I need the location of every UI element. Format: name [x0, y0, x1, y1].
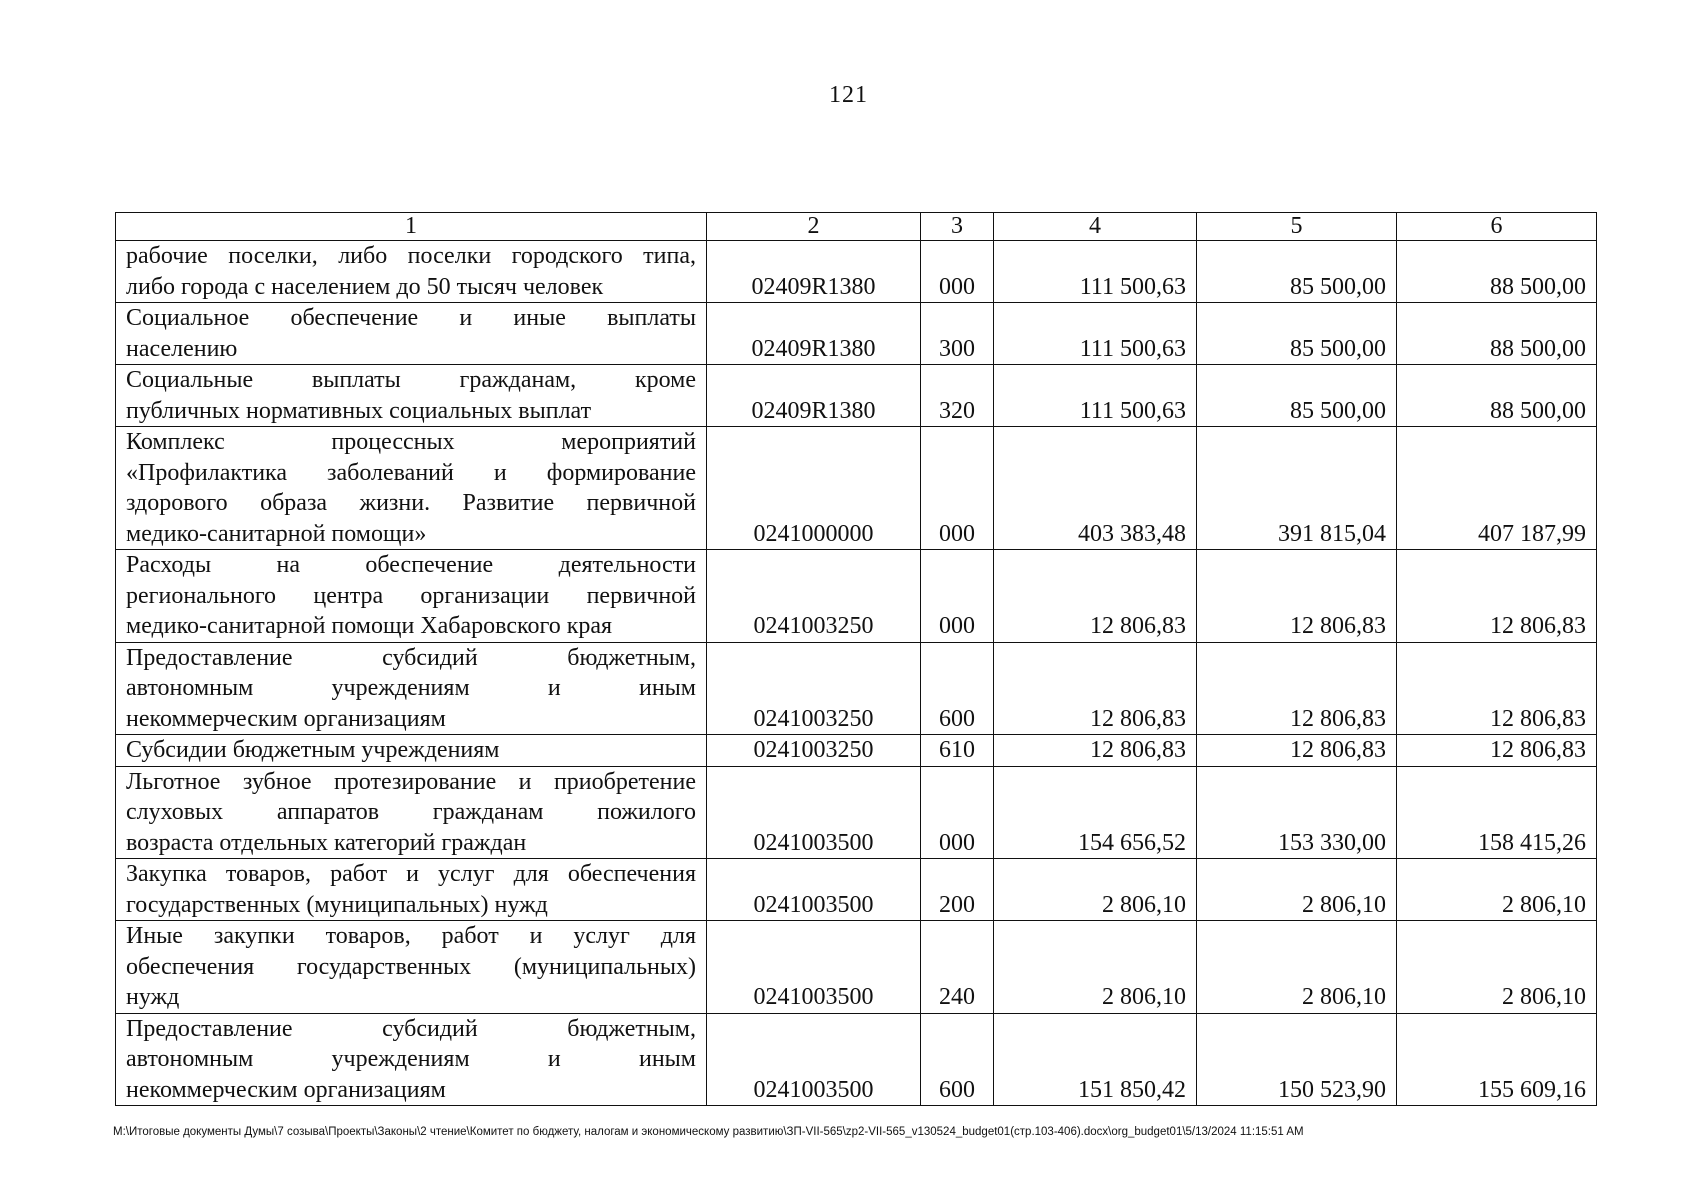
row-name-line: регионального центра организации первичной	[126, 582, 696, 609]
row-name-line: возраста отдельных категорий граждан	[126, 829, 527, 856]
row-amount-col6-cell: 12 806,83	[1397, 550, 1597, 643]
row-code-cell: 0241003500	[707, 1013, 921, 1106]
row-expense-type-cell: 320	[921, 365, 994, 427]
table-row	[116, 766, 1597, 859]
row-amount-col4-cell: 151 850,42	[994, 1013, 1197, 1106]
row-name-line: Субсидии бюджетным учреждениям	[126, 737, 500, 763]
table-row	[116, 921, 1597, 1014]
row-expense-type-cell: 000	[921, 241, 994, 303]
footer-file-path: M:\Итоговые документы Думы\7 созыва\Проекты\Законы\2 чтение\Комитет по бюджету, налогам и экономическому развитию\ЗП-VII-565\zp2-VII-565_v130524_budget01(стр.103-406).docx\org_budget01\5/13/2024 11:15:51 AM	[113, 1126, 1304, 1138]
row-code-cell: 0241000000	[707, 427, 921, 550]
row-amount-col4-cell: 154 656,52	[994, 766, 1197, 859]
row-name-line: рабочие поселки, либо поселки городского типа,	[126, 243, 696, 269]
row-expense-type-cell: 000	[921, 427, 994, 550]
row-name-line: государственных (муниципальных) нужд	[126, 891, 548, 918]
row-code-cell: 0241003500	[707, 859, 921, 921]
row-code-cell: 02409R1380	[707, 303, 921, 365]
row-amount-col6-cell: 12 806,83	[1397, 735, 1597, 767]
row-name-line: публичных нормативных социальных выплат	[126, 397, 592, 424]
table-row	[116, 735, 1597, 767]
row-name-cell	[116, 1013, 707, 1106]
row-amount-col6-cell: 88 500,00	[1397, 241, 1597, 303]
table-row	[116, 859, 1597, 921]
row-name-line: либо города с населением до 50 тысяч человек	[126, 273, 604, 300]
header-col-2: 2	[707, 213, 921, 241]
row-name-line: нужд	[126, 984, 180, 1010]
budget-table	[115, 212, 1597, 1106]
row-expense-type-cell: 240	[921, 921, 994, 1014]
row-name-line: Закупка товаров, работ и услуг для обеспечения	[126, 861, 696, 887]
row-name-line: Социальное обеспечение и иные выплаты	[126, 305, 696, 331]
row-amount-col6-cell: 407 187,99	[1397, 427, 1597, 550]
row-name-line: некоммерческим организациям	[126, 1076, 446, 1103]
row-amount-col6-cell: 88 500,00	[1397, 303, 1597, 365]
row-amount-col4-cell: 111 500,63	[994, 365, 1197, 427]
row-amount-col5-cell: 85 500,00	[1197, 303, 1397, 365]
row-amount-col4-cell: 403 383,48	[994, 427, 1197, 550]
row-code-cell: 0241003250	[707, 550, 921, 643]
row-name-cell	[116, 735, 707, 767]
row-amount-col5-cell: 85 500,00	[1197, 365, 1397, 427]
row-amount-col5-cell: 85 500,00	[1197, 241, 1397, 303]
row-amount-col4-cell: 111 500,63	[994, 241, 1197, 303]
row-code-cell: 0241003250	[707, 735, 921, 767]
row-name-line: здорового образа жизни. Развитие первичной	[126, 490, 696, 516]
header-col-1: 1	[116, 213, 707, 241]
row-amount-col5-cell: 2 806,10	[1197, 859, 1397, 921]
table-row	[116, 642, 1597, 735]
row-expense-type-cell: 600	[921, 1013, 994, 1106]
row-amount-col4-cell: 2 806,10	[994, 859, 1197, 921]
row-code-cell: 02409R1380	[707, 365, 921, 427]
row-amount-col5-cell: 153 330,00	[1197, 766, 1397, 859]
row-amount-col4-cell: 12 806,83	[994, 550, 1197, 643]
row-name-cell	[116, 241, 707, 303]
row-name-line: Льготное зубное протезирование и приобретение	[126, 768, 696, 795]
row-name-line: Предоставление субсидий бюджетным,	[126, 644, 696, 671]
row-amount-col4-cell: 12 806,83	[994, 642, 1197, 735]
row-name-line: Комплекс процессных мероприятий	[126, 429, 696, 455]
table-row	[116, 365, 1597, 427]
row-expense-type-cell: 000	[921, 766, 994, 859]
row-name-cell	[116, 642, 707, 735]
row-name-cell	[116, 859, 707, 921]
row-amount-col5-cell: 391 815,04	[1197, 427, 1397, 550]
row-amount-col6-cell: 12 806,83	[1397, 642, 1597, 735]
row-name-cell	[116, 766, 707, 859]
row-code-cell: 0241003500	[707, 921, 921, 1014]
row-name-line: некоммерческим организациям	[126, 705, 446, 732]
row-name-line: обеспечения государственных (муниципальных)	[126, 953, 696, 980]
row-name-cell	[116, 427, 707, 550]
row-expense-type-cell: 000	[921, 550, 994, 643]
table-row	[116, 303, 1597, 365]
table-header-row	[116, 213, 1597, 241]
row-name-line: автономным учреждениям и иным	[126, 675, 696, 701]
row-name-cell	[116, 365, 707, 427]
row-expense-type-cell: 200	[921, 859, 994, 921]
row-amount-col6-cell: 88 500,00	[1397, 365, 1597, 427]
row-name-line: Социальные выплаты гражданам, кроме	[126, 367, 696, 393]
table-body	[116, 241, 1597, 1106]
row-amount-col6-cell: 155 609,16	[1397, 1013, 1597, 1106]
row-amount-col6-cell: 2 806,10	[1397, 921, 1597, 1014]
row-amount-col4-cell: 111 500,63	[994, 303, 1197, 365]
header-col-6: 6	[1397, 213, 1597, 241]
row-name-line: слуховых аппаратов гражданам пожилого	[126, 799, 696, 825]
row-expense-type-cell: 300	[921, 303, 994, 365]
row-name-cell	[116, 303, 707, 365]
row-name-line: населению	[126, 335, 238, 362]
table-row	[116, 241, 1597, 303]
row-amount-col6-cell: 158 415,26	[1397, 766, 1597, 859]
row-amount-col4-cell: 12 806,83	[994, 735, 1197, 767]
row-name-line: автономным учреждениям и иным	[126, 1046, 696, 1072]
row-name-cell	[116, 921, 707, 1014]
row-amount-col4-cell: 2 806,10	[994, 921, 1197, 1014]
row-amount-col5-cell: 2 806,10	[1197, 921, 1397, 1014]
header-col-3: 3	[921, 213, 994, 241]
row-name-line: Иные закупки товаров, работ и услуг для	[126, 923, 696, 949]
row-amount-col5-cell: 12 806,83	[1197, 550, 1397, 643]
row-name-line: медико-санитарной помощи»	[126, 520, 427, 547]
row-amount-col5-cell: 12 806,83	[1197, 735, 1397, 767]
row-amount-col6-cell: 2 806,10	[1397, 859, 1597, 921]
row-name-line: «Профилактика заболеваний и формирование	[126, 459, 696, 486]
row-expense-type-cell: 610	[921, 735, 994, 767]
table-row	[116, 1013, 1597, 1106]
row-name-cell	[116, 550, 707, 643]
table-row	[116, 427, 1597, 550]
row-expense-type-cell: 600	[921, 642, 994, 735]
row-amount-col5-cell: 12 806,83	[1197, 642, 1397, 735]
row-code-cell: 02409R1380	[707, 241, 921, 303]
page-number: 121	[829, 82, 868, 108]
table-row	[116, 550, 1597, 643]
header-col-5: 5	[1197, 213, 1397, 241]
row-code-cell: 0241003500	[707, 766, 921, 859]
header-col-4: 4	[994, 213, 1197, 241]
row-name-line: Предоставление субсидий бюджетным,	[126, 1015, 696, 1042]
row-code-cell: 0241003250	[707, 642, 921, 735]
row-amount-col5-cell: 150 523,90	[1197, 1013, 1397, 1106]
row-name-line: медико-санитарной помощи Хабаровского края	[126, 613, 613, 639]
row-name-line: Расходы на обеспечение деятельности	[126, 552, 696, 578]
